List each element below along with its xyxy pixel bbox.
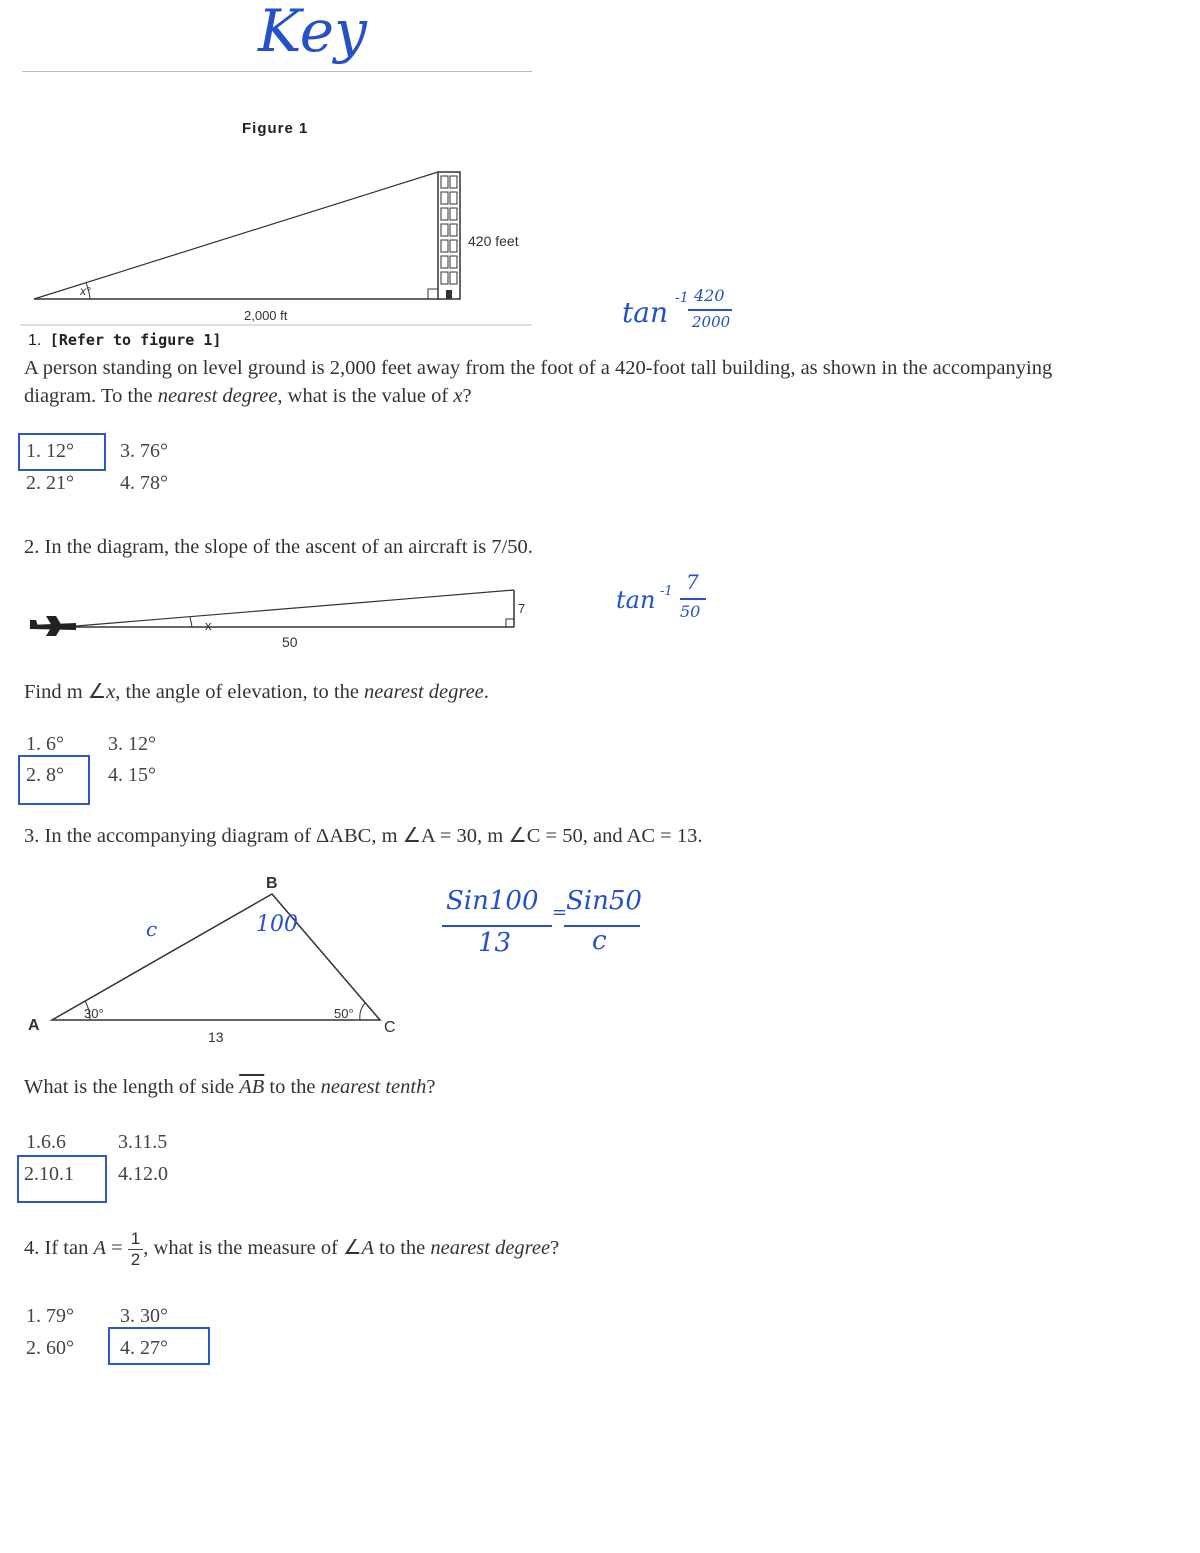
- note-denominator-1: 2000: [692, 313, 731, 331]
- right-angle-mark: [428, 289, 438, 299]
- q1-option-2[interactable]: 2. 21°: [26, 472, 74, 494]
- figure-1-caption: Figure 1: [242, 120, 309, 137]
- q1-header: [28, 331, 221, 350]
- q4-end: ?: [550, 1236, 560, 1259]
- header-rule: [22, 71, 532, 72]
- q1-text-line2: [24, 385, 472, 408]
- side-ac-label: 13: [208, 1029, 224, 1045]
- angle-c-arc: [360, 1003, 365, 1020]
- q2-option-1[interactable]: 1. 6°: [26, 733, 64, 755]
- q2-option-2[interactable]: 2. 8°: [26, 764, 64, 786]
- q3-question-rest: to the: [264, 1076, 321, 1098]
- note-sin-left-bar: [442, 925, 552, 927]
- q4-middle: , what is the measure of ∠: [143, 1236, 362, 1259]
- q3-option-2[interactable]: 2.10.1: [24, 1163, 74, 1185]
- q3-question: [24, 1076, 435, 1099]
- q1-ref: [Refer to figure 1]: [49, 331, 222, 349]
- figure-1-hypotenuse: [34, 172, 438, 299]
- q2-answer-box: [18, 755, 90, 805]
- q2-text: 2. In the diagram, the slope of the ascent of an aircraft is 7/50.: [24, 536, 533, 558]
- note-sup-1: -1: [675, 290, 689, 306]
- q1-line2-plain: diagram. To the: [24, 385, 158, 407]
- note-numerator-2: 7: [686, 570, 699, 594]
- q1-line2-rest: , what is the value of: [277, 385, 454, 407]
- q4-prefix: 4. If tan: [24, 1236, 94, 1259]
- angle-c-label: 50°: [334, 1006, 354, 1021]
- q2-height-label: 7: [518, 601, 526, 616]
- note-sin-left-top: Sin100: [446, 886, 539, 916]
- q4-rest: to the: [374, 1236, 431, 1259]
- q4-option-4[interactable]: 4. 27°: [120, 1337, 168, 1359]
- q4-equals: =: [105, 1236, 128, 1259]
- q1-option-3[interactable]: 3. 76°: [120, 440, 168, 462]
- note-numerator-1: 420: [694, 286, 725, 305]
- q3-question-side: $\overline{AB}$: [239, 1076, 265, 1098]
- q4-answer-box: [108, 1327, 210, 1365]
- figure-1-angle-label: x°: [80, 284, 91, 298]
- q4-emph: nearest degree: [430, 1236, 551, 1259]
- figure-1-diagram: [20, 160, 540, 330]
- q3-option-1[interactable]: 1.6.6: [26, 1131, 66, 1153]
- q4-fraction-den: 2: [130, 1249, 141, 1269]
- q1-answer-box: [18, 433, 106, 471]
- note-tan-1: tan: [622, 296, 668, 329]
- q2-find-plain: Find m ∠: [24, 681, 107, 703]
- q2-ascent: [64, 590, 514, 627]
- vertex-c-label: C: [384, 1019, 396, 1036]
- triangle-abc: [52, 894, 380, 1020]
- note-fraction-bar-2: [680, 598, 706, 600]
- q2-find-emph: nearest degree: [364, 681, 484, 703]
- q2-base-label: 50: [282, 634, 298, 650]
- q1-line2-end: ?: [462, 385, 472, 407]
- q4-var2: A: [361, 1236, 374, 1259]
- q2-diagram: [24, 580, 544, 654]
- vertex-b-label: B: [266, 875, 278, 892]
- q4-text: [24, 1229, 559, 1269]
- q4-var: A: [93, 1236, 106, 1259]
- angle-a-label: 30°: [84, 1006, 104, 1021]
- figure-1-base-label: 2,000 ft: [244, 308, 288, 323]
- note-sup-2: -1: [660, 584, 673, 599]
- q3-question-emph: nearest tenth: [320, 1076, 427, 1098]
- q3-question-plain: What is the length of side: [24, 1076, 240, 1098]
- q3-text: 3. In the accompanying diagram of ΔABC, m ∠A = 30, m ∠C = 50, and AC = 13.: [24, 825, 703, 847]
- q3-option-3[interactable]: 3.11.5: [118, 1131, 168, 1153]
- q1-number: 1.: [28, 332, 42, 349]
- q4-option-3[interactable]: 3. 30°: [120, 1305, 168, 1327]
- building-door: [446, 290, 452, 299]
- q3-option-4[interactable]: 4.12.0: [118, 1163, 168, 1185]
- q2-find-end: .: [483, 681, 489, 703]
- q2-option-3[interactable]: 3. 12°: [108, 733, 156, 755]
- q4-fraction-num: 1: [128, 1229, 143, 1250]
- q3-triangle-diagram: [20, 868, 440, 1058]
- q1-line2-emph: nearest degree: [157, 385, 278, 407]
- q2-angle-label: x: [205, 618, 212, 633]
- q4-option-2[interactable]: 2. 60°: [26, 1337, 74, 1359]
- q2-find-var: x: [106, 681, 116, 703]
- figure-1-height-label: 420 feet: [468, 233, 519, 249]
- note-sin-right-bottom: c: [592, 926, 607, 956]
- q2-find-rest: , the angle of elevation, to the: [115, 681, 365, 703]
- q1-text-line1: A person standing on level ground is 2,000 feet away from the foot of a 420-foot tall building, as shown in the accompanying: [24, 357, 1053, 379]
- q1-line2-var: x: [453, 385, 463, 407]
- q3-handwritten-side: c: [146, 917, 158, 941]
- key-title: Key: [258, 0, 367, 65]
- note-sin-right-top: Sin50: [566, 886, 642, 916]
- q2-angle-arc: [190, 617, 192, 627]
- note-fraction-bar-1: [688, 309, 732, 311]
- note-sin-equals: =: [552, 902, 568, 923]
- note-tan-2: tan: [616, 586, 656, 614]
- note-denominator-2: 50: [680, 602, 701, 621]
- q2-option-4[interactable]: 4. 15°: [108, 764, 156, 786]
- q1-option-4[interactable]: 4. 78°: [120, 472, 168, 494]
- note-sin-left-bottom: 13: [478, 928, 512, 958]
- q4-option-1[interactable]: 1. 79°: [26, 1305, 74, 1327]
- vertex-a-label: A: [28, 1017, 40, 1034]
- q4-fraction: [128, 1229, 143, 1269]
- q2-right-angle-mark: [506, 619, 514, 627]
- q3-question-end: ?: [426, 1076, 436, 1098]
- q1-option-1[interactable]: 1. 12°: [26, 440, 74, 462]
- airplane-icon: [30, 616, 76, 636]
- q3-answer-box: [17, 1155, 107, 1203]
- q3-handwritten-angle-b: 100: [256, 912, 298, 937]
- q2-find-text: [24, 679, 489, 704]
